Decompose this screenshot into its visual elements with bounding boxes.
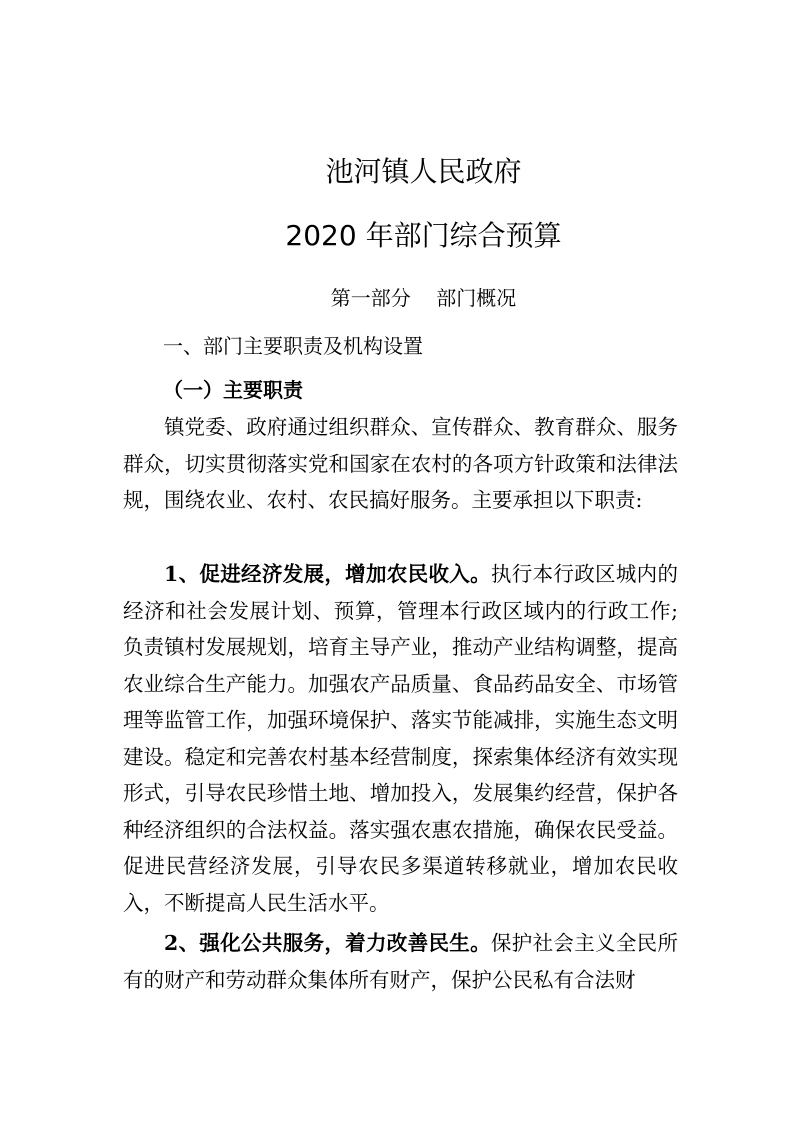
part-heading: 第一部分 部门概况: [330, 286, 517, 310]
paragraph-text: 镇党委、政府通过组织群众、宣传群众、教育群众、服务群众，切实贯彻落实党和国家在农村的各项方针政策和法律法规，围绕农业、农村、农民搞好服务。主要承担以下职责:: [123, 415, 678, 512]
paragraph-text: 保护社会主义全民所有的财产和劳动群众集体所有财产，保护公民私有合法财: [123, 931, 678, 992]
paragraph-lead: 1、促进经济发展，增加农民收入。: [164, 562, 491, 586]
document-title-line2: 2020 年部门综合预算: [285, 219, 562, 252]
paragraph-text: 执行本行政区城内的经济和社会发展计划、预算，管理本行政区域内的行政工作; 负责镇村发展规划，培育主导产业，推动产业结构调整，提高农业综合生产能力。加强农产品质量、食品药品安全、市场管理等监管工作，加强环境保护、落实节能减排，实施生态文明建设。稳定和完善农村基本经营制度，探索集体经济有效实现形式，引导农民珍惜土地、增加投入，发展集约经营，保护各种经济组织的合法权益。落实强农惠农措施，确保农民受益。促进民营经济发展，引导农民多渠道转移就业，增加农民收入，不断提高人民生活水平。: [123, 562, 678, 915]
document-title-line1: 池河镇人民政府: [325, 155, 522, 188]
subsection-heading: （一）主要职责: [163, 378, 303, 402]
paragraph-lead: 2、强化公共服务，着力改善民生。: [164, 931, 491, 955]
section-heading: 一、部门主要职责及机构设置: [163, 334, 423, 358]
paragraph-duties-intro: [123, 409, 678, 519]
paragraph-duty-1: [123, 556, 678, 921]
paragraph-duty-2: [123, 925, 678, 998]
